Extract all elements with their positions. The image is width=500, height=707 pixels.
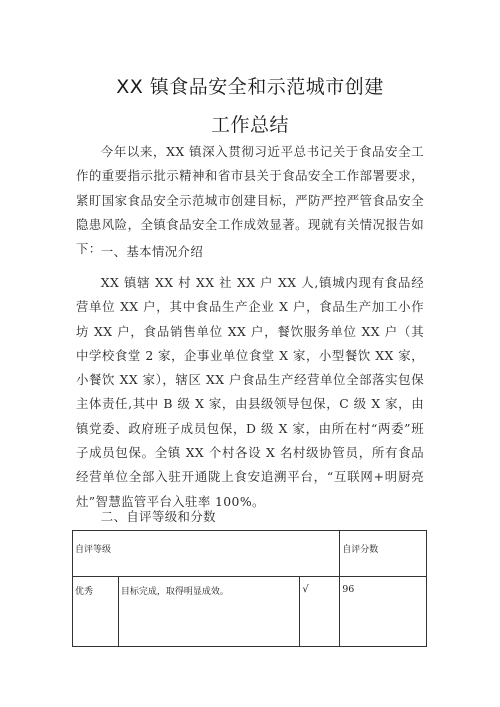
criteria-cell: 目标完成，取得明显成效。	[118, 577, 299, 647]
grade-header-cell: 自评等级	[73, 531, 340, 577]
checkmark-cell: √	[300, 577, 340, 647]
intro-paragraph: 今年以来，XX 镇深入贯彻习近平总书记关于食品安全工作的重要指示批示精神和省市县关于食品安全工作部署要求，紧盯国家食品安全示范城市创建目标，严防严控严管食品安全隐患风险，全镇食品安全工作成效显著。现就有关情况报告如下：	[76, 144, 424, 257]
grade-cell: 优秀	[73, 577, 119, 647]
document-title-line-2: 工作总结	[210, 114, 289, 136]
section-2-heading: 二、自评等级和分数	[100, 509, 216, 524]
score-header-cell: 自评分数	[340, 531, 427, 577]
section-1-body: XX 镇辖 XX 村 XX 社 XX 户 XX 人,镇城内现有食品经营单位 XX 户，其中食品生产企业 X 户，食品生产加工小作坊 XX 户，食品销售单位 XX 户，餐饮服务单位 XX 户（其中学校食堂 2 家，企事业单位食堂 X 家，小型餐饮 XX 家，小餐饮 XX 家），辖区 XX 户食品生产经营单位全部落实包保主体责任,其中 B 级 X 家，由县级领导包保，C 级 X 家，由镇党委、政府班子成员包保，D 级 X 家，由所在村“两委”班子成员包保。全镇 XX 个村各设 X 名村级协管员，所有食品经营单位全部入驻开通陇上食安追溯平台，“互联网+明厨亮灶”智慧监管平台入驻率 100%。	[76, 275, 424, 509]
self-evaluation-table	[72, 530, 427, 647]
section-1-heading: 一、基本情况介绍	[100, 244, 204, 259]
table-row	[73, 577, 427, 647]
table-header-row	[73, 531, 427, 577]
document-title-line-1: XX 镇食品安全和示范城市创建	[116, 76, 384, 98]
score-cell: 96	[340, 577, 427, 647]
